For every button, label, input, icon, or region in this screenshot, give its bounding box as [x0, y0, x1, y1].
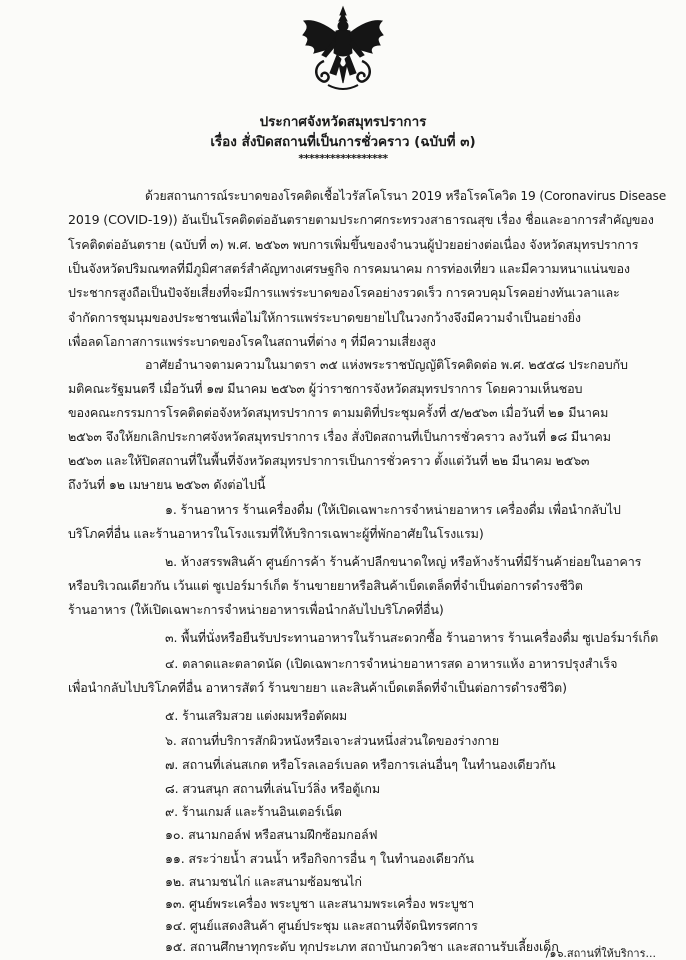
list-item-continuation: ร้านอาหาร (ให้เปิดเฉพาะการจำหน่ายอาหารเพื่อนำกลับไปบริโภคที่อื่น) [68, 602, 444, 617]
list-item: ๖. สถานที่บริการสักผิวหนังหรือเจาะส่วนหนึ่งส่วนใดของร่างกาย [165, 733, 499, 748]
paragraph-line: ด้วยสถานการณ์ระบาดของโรคติดเชื้อไวรัสโคโรนา 2019 หรือโรคโควิด 19 (Coronavirus Disease [145, 188, 667, 203]
announcement-subject: เรื่อง สั่งปิดสถานที่เป็นการชั่วคราว (ฉบับที่ ๓) [210, 134, 476, 150]
separator-line: ***************** [298, 152, 388, 165]
paragraph-line: ๒๕๖๓ และให้ปิดสถานที่ในพื้นที่จังหวัดสมุทรปราการเป็นการชั่วคราว ตั้งแต่วันที่ ๒๒ มีนาคม ๒๕๖๓ [68, 453, 590, 468]
page-continuation: /๑๖.สถานที่ให้บริการ... [545, 947, 656, 960]
paragraph-line: มติคณะรัฐมนตรี เมื่อวันที่ ๑๗ มีนาคม ๒๕๖๓ ผู้ว่าราชการจังหวัดสมุทรปราการ โดยความเห็นชอบ [68, 381, 583, 396]
list-item: ๕. ร้านเสริมสวย แต่งผมหรือตัดผม [165, 708, 348, 723]
paragraph-line: ถึงวันที่ ๑๒ เมษายน ๒๕๖๓ ดังต่อไปนี้ [68, 477, 266, 492]
paragraph-line: เพื่อลดโอกาสการแพร่ระบาดของโรคในสถานที่ต่าง ๆ ที่มีความเสี่ยงสูง [68, 334, 436, 349]
list-item: ๔. ตลาดและตลาดนัด (เปิดเฉพาะการจำหน่ายอาหารสด อาหารแห้ง อาหารปรุงสำเร็จ [165, 656, 618, 671]
list-item: ๓. พื้นที่นั่งหรือยืนรับประทานอาหารในร้านสะดวกซื้อ ร้านอาหาร ร้านเครื่องดื่ม ซูเปอร์มาร์เก็ต [165, 630, 659, 645]
paragraph-line: ของคณะกรรมการโรคติดต่อจังหวัดสมุทรปราการ ตามมติที่ประชุมครั้งที่ ๕/๒๕๖๓ เมื่อวันที่ ๒๑ มีนาคม [68, 405, 609, 420]
list-item: ๑๕. สถานศึกษาทุกระดับ ทุกประเภท สถาบันกวดวิชา และสถานรับเลี้ยงเด็ก [165, 939, 559, 954]
paragraph-line: ๒๕๖๓ จึงให้ยกเลิกประกาศจังหวัดสมุทรปราการ เรื่อง สั่งปิดสถานที่เป็นการชั่วคราว ลงวันที่ ๑๘ มีนาคม [68, 429, 611, 444]
list-item: ๑๒. สนามชนไก่ และสนามซ้อมชนไก่ [165, 874, 362, 889]
list-item-continuation: หรือบริเวณเดียวกัน เว้นแต่ ซูเปอร์มาร์เก็ต ร้านขายยาหรือสินค้าเบ็ดเตล็ดที่จำเป็นต่อการดำรงชีวิต [68, 578, 583, 593]
paragraph-line: โรคติดต่ออันตราย (ฉบับที่ ๓) พ.ศ. ๒๕๖๓ พบการเพิ่มขึ้นของจำนวนผู้ป่วยอย่างต่อเนื่อง จังหวัดสมุทรปราการ [68, 237, 639, 252]
list-item: ๑๓. ศูนย์พระเครื่อง พระบูชา และสนามพระเครื่อง พระบูชา [165, 896, 475, 911]
list-item: ๑๔. ศูนย์แสดงสินค้า ศูนย์ประชุม และสถานที่จัดนิทรรศการ [165, 918, 478, 933]
garuda-emblem-icon [300, 5, 386, 95]
list-item: ๙. ร้านเกมส์ และร้านอินเตอร์เน็ต [165, 804, 342, 819]
list-item: ๘. สวนสนุก สถานที่เล่นโบว์ลิ่ง หรือตู้เกม [165, 781, 381, 796]
paragraph-line: 2019 (COVID-19)) อันเป็นโรคติดต่ออันตรายตามประกาศกระทรวงสาธารณสุข เรื่อง ชื่อและอาการสำคัญของ [68, 212, 654, 227]
list-item-continuation: บริโภคที่อื่น และร้านอาหารในโรงแรมที่ให้บริการเฉพาะผู้ที่พักอาศัยในโรงแรม) [68, 526, 484, 541]
list-item-continuation: เพื่อนำกลับไปบริโภคที่อื่น อาหารสัตว์ ร้านขายยา และสินค้าเบ็ดเตล็ดที่จำเป็นต่อการดำรงชีวิต) [68, 680, 567, 695]
paragraph-line: จำกัดการชุมนุมของประชาชนเพื่อไม่ให้การแพร่ระบาดขยายไปในวงกว้างจึงมีความจำเป็นอย่างยิ่ง [68, 310, 581, 325]
list-item: ๑๑. สระว่ายน้ำ สวนน้ำ หรือกิจการอื่น ๆ ในทำนองเดียวกัน [165, 851, 474, 866]
list-item: ๑๐. สนามกอล์ฟ หรือสนามฝึกซ้อมกอล์ฟ [165, 827, 378, 842]
paragraph-line: เป็นจังหวัดปริมณฑลที่มีภูมิศาสตร์สำคัญทางเศรษฐกิจ การคมนาคม การท่องเที่ยว และมีความหนาแน่นของ [68, 261, 630, 276]
list-item: ๗. สถานที่เล่นสเกต หรือโรลเลอร์เบลด หรือการเล่นอื่นๆ ในทำนองเดียวกัน [165, 757, 556, 772]
paragraph-line: ประชากรสูงถือเป็นปัจจัยเสี่ยงที่จะมีการแพร่ระบาดของโรคอย่างรวดเร็ว การควบคุมโรคอย่างทันเวลาและ [68, 285, 620, 300]
list-item: ๒. ห้างสรรพสินค้า ศูนย์การค้า ร้านค้าปลีกขนาดใหญ่ หรือห้างร้านที่มีร้านค้าย่อยในอาคาร [165, 554, 642, 569]
announcement-title: ประกาศจังหวัดสมุทรปราการ [259, 114, 427, 130]
list-item: ๑. ร้านอาหาร ร้านเครื่องดื่ม (ให้เปิดเฉพาะการจำหน่ายอาหาร เครื่องดื่ม เพื่อนำกลับไป [165, 502, 621, 517]
paragraph-line: อาศัยอำนาจตามความในมาตรา ๓๕ แห่งพระราชบัญญัติโรคติดต่อ พ.ศ. ๒๕๕๘ ประกอบกับ [145, 357, 628, 372]
